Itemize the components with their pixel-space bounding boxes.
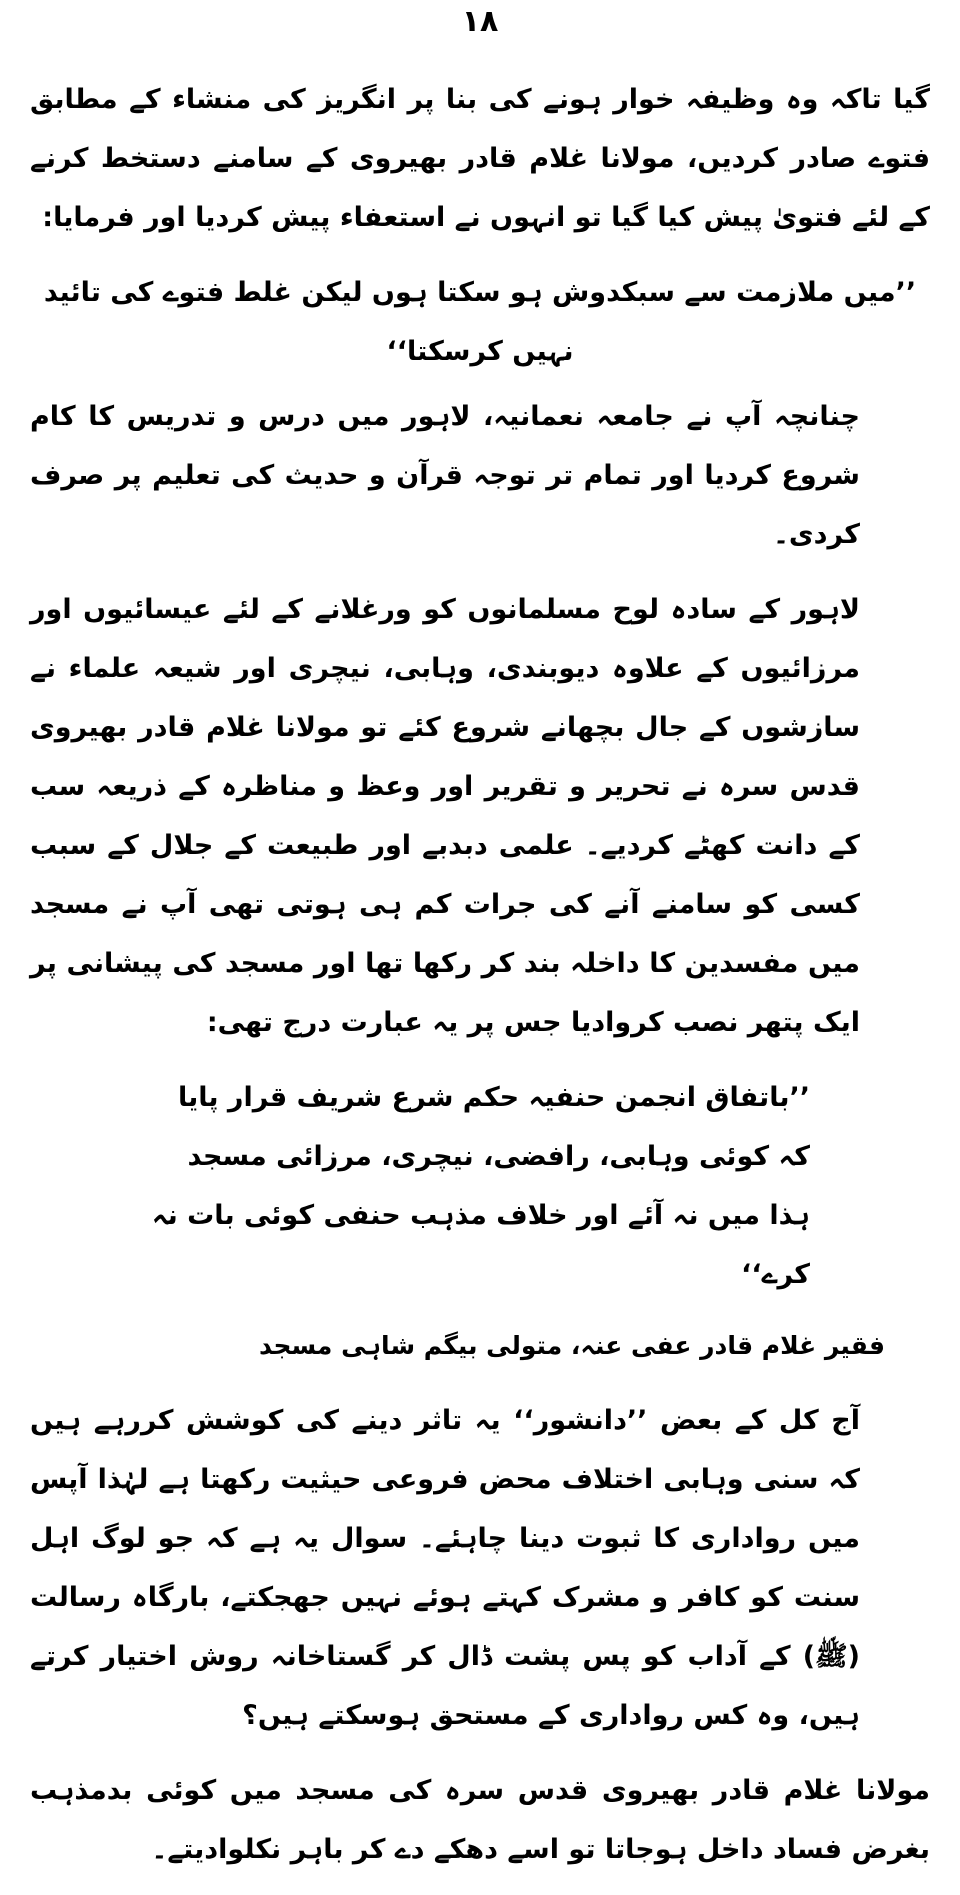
inscription-quote: ’’باتفاق انجمن حنفیہ حکم شرع شریف قرار پایا کہ کوئی وہابی، رافضی، نیچری، مرزائی مسجد ہذا میں نہ آئے اور خلاف مذہب حنفی کوئی بات نہ کرے‘‘	[151, 1082, 810, 1290]
signature-line: فقیر غلام قادر عفی عنہ، متولی بیگم شاہی مسجد	[259, 1331, 885, 1360]
quotation-1: ’’میں ملازمت سے سبکدوش ہو سکتا ہوں لیکن غلط فتوے کی تائید نہیں کرسکتا‘‘	[43, 277, 917, 367]
body-text	[30, 70, 930, 1895]
page-number: ١٨	[461, 4, 499, 39]
paragraph-4: آج کل کے بعض ’’دانشور‘‘ یہ تاثر دینے کی کوشش کررہے ہیں کہ سنی وہابی اختلاف محض فروعی حیثیت رکھتا ہے لہٰذا آپس میں رواداری کا ثبوت دینا چاہئے۔ سوال یہ ہے کہ جو لوگ اہل سنت کو کافر و مشرک کہتے ہوئے نہیں جھجکتے، بارگاہ رسالت (ﷺ) کے آداب کو پس پشت ڈال کر گستاخانہ روش اختیار کرتے ہیں، وہ کس رواداری کے مستحق ہوسکتے ہیں؟	[30, 1405, 860, 1731]
paragraph-5: مولانا غلام قادر بھیروی قدس سرہ کی مسجد میں کوئی بدمذہب بغرض فساد داخل ہوجاتا تو اسے دھکے دے کر باہر نکلوادیتے۔	[30, 1775, 930, 1865]
paragraph-3: لاہور کے سادہ لوح مسلمانوں کو ورغلانے کے لئے عیسائیوں اور مرزائیوں کے علاوہ دیوبندی، وہابی، نیچری اور شیعہ علماء نے سازشوں کے جال بچھانے شروع کئے تو مولانا غلام قادر بھیروی قدس سرہ نے تحریر و تقریر اور وعظ و مناظرہ کے ذریعہ سب کے دانت کھٹے کردیے۔ علمی دبدبے اور طبیعت کے جلال کے سبب کسی کو سامنے آنے کی جرات کم ہی ہوتی تھی آپ نے مسجد میں مفسدین کا داخلہ بند کر رکھا تھا اور مسجد کی پیشانی پر ایک پتھر نصب کروادیا جس پر یہ عبارت درج تھی:	[30, 594, 860, 1038]
paragraph-2: چنانچہ آپ نے جامعہ نعمانیہ، لاہور میں درس و تدریس کا کام شروع کردیا اور تمام تر توجہ قرآن و حدیث کی تعلیم پر صرف کردی۔	[30, 401, 860, 550]
paragraph-1: گیا تاکہ وہ وظیفہ خوار ہونے کی بنا پر انگریز کی منشاء کے مطابق فتوے صادر کردیں، مولانا غلام قادر بھیروی کے سامنے دستخط کرنے کے لئے فتویٰ پیش کیا گیا تو انہوں نے استعفاء پیش کردیا اور فرمایا:	[30, 84, 930, 233]
